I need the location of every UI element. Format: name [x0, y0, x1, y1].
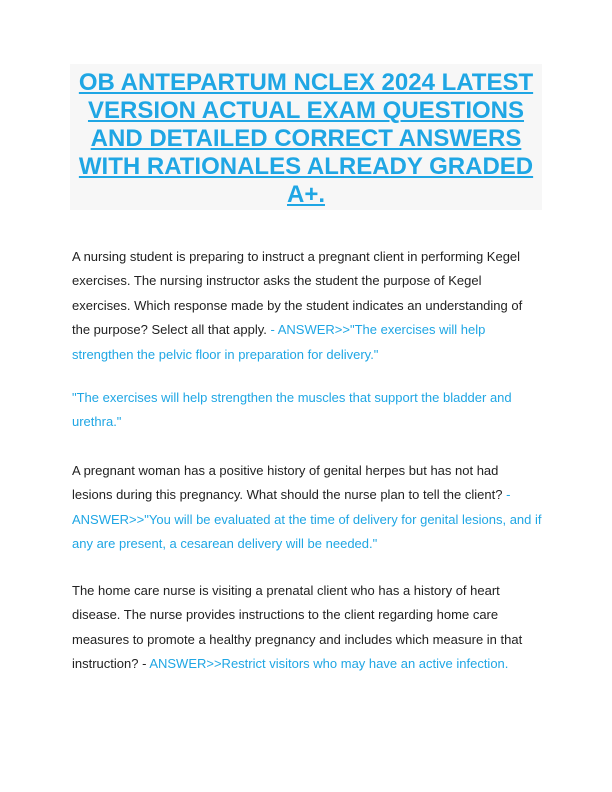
- answer-text-2: - ANSWER>>"You will be evaluated at the time of delivery for genital lesions, and if any are present, a cesarean delivery will be needed.": [72, 487, 542, 552]
- question-block-3: [72, 579, 542, 677]
- question-text-2: A pregnant woman has a positive history of genital herpes but has not had lesions during this pregnancy. What should the nurse plan to tell the client?: [72, 463, 503, 503]
- question-text-1: A nursing student is preparing to instruct a pregnant client in performing Kegel exercises. The nursing instructor asks the student the purpose of Kegel exercises. Which response made by the student indicates an understanding of the purpose? Select all that apply.: [72, 249, 523, 338]
- document-title[interactable]: OB ANTEPARTUM NCLEX 2024 LATEST VERSION ACTUAL EXAM QUESTIONS AND DETAILED CORRECT ANSWERS WITH RATIONALES ALREADY GRADED A+.: [78, 69, 534, 208]
- answer-text-3: ANSWER>>Restrict visitors who may have an active infection.: [146, 656, 509, 672]
- question-text-3: The home care nurse is visiting a prenatal client who has a history of heart disease. The nurse provides instructions to the client regarding home care measures to promote a healthy pregnancy and includes which measure in that instruction? -: [72, 583, 523, 672]
- question-block-2: [72, 459, 542, 557]
- answer-text-1: - ANSWER>>"The exercises will help strengthen the pelvic floor in preparation for delivery.": [72, 322, 486, 362]
- question-block-1: [72, 245, 542, 367]
- answer-text-1-continued: "The exercises will help strengthen the muscles that support the bladder and urethra.": [72, 390, 512, 430]
